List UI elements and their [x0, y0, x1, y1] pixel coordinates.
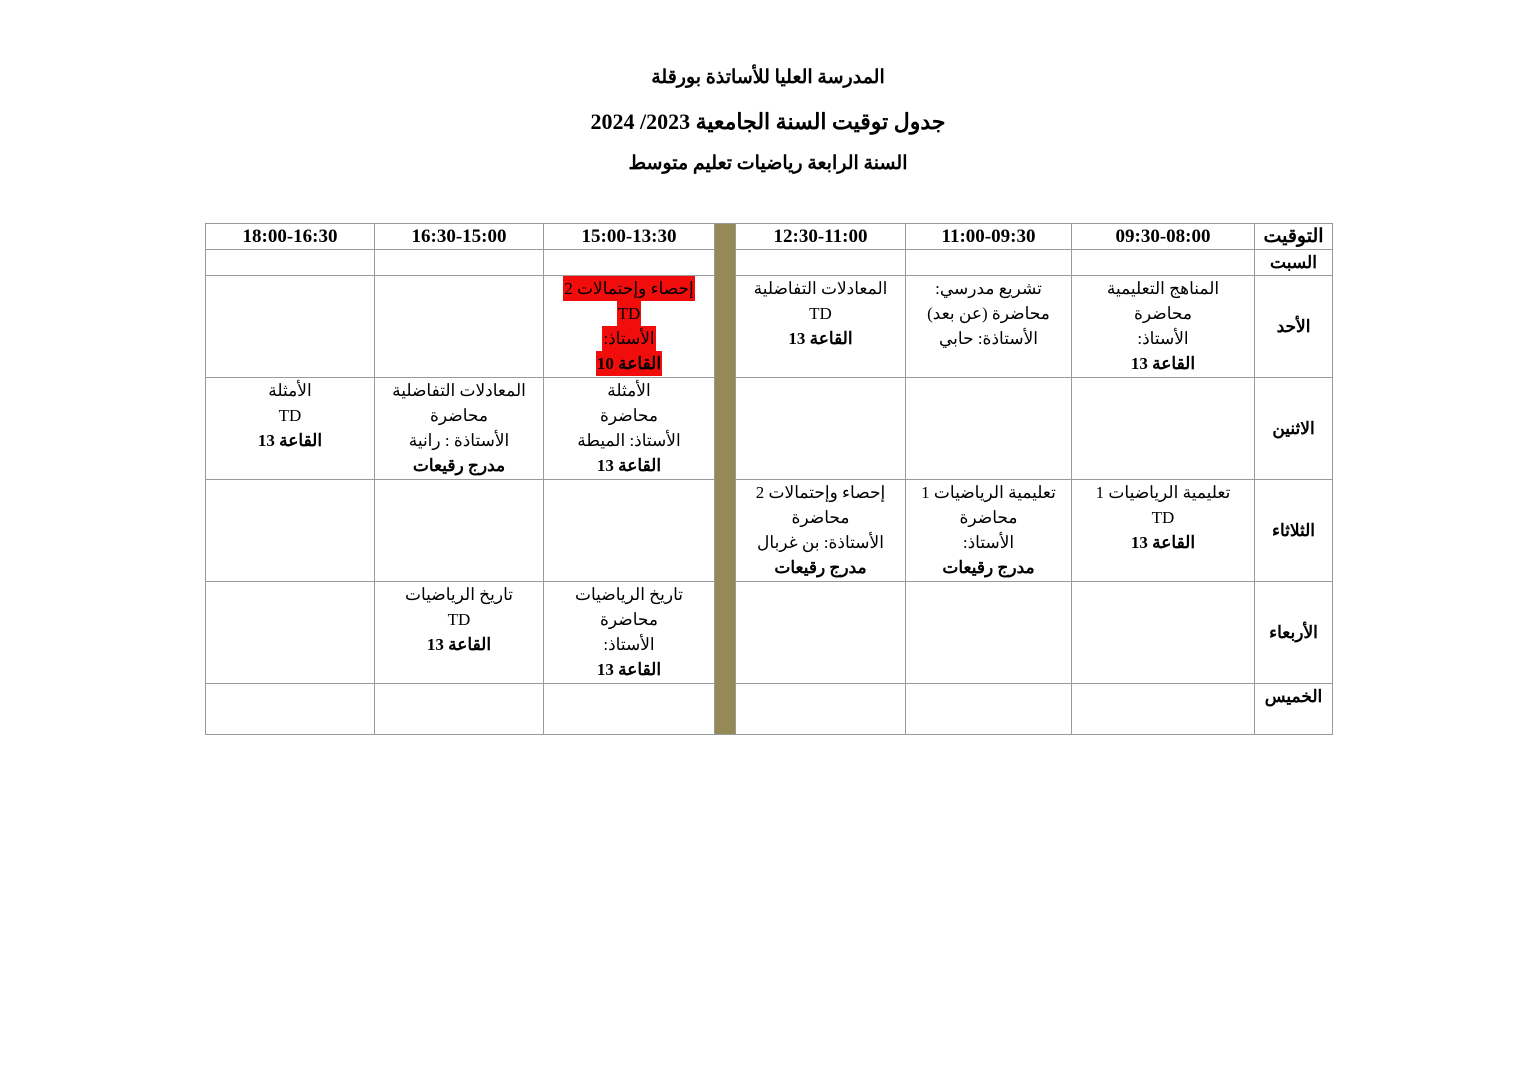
cell-empty: [1072, 684, 1255, 735]
cell-empty: [1072, 250, 1255, 276]
session-cell: [544, 378, 715, 480]
session-type: محاضرة: [600, 610, 658, 629]
cell-empty: [206, 250, 375, 276]
session-cell: [736, 276, 906, 378]
session-type: محاضرة: [600, 406, 658, 425]
corner-header: التوقيت: [1255, 224, 1333, 250]
room: القاعة 13: [788, 329, 853, 348]
day-thursday: الخميس: [1255, 684, 1333, 735]
cell-empty: [906, 250, 1072, 276]
session-type: TD: [809, 304, 832, 323]
course-name: المعادلات التفاضلية: [392, 381, 526, 400]
row-wednesday: [206, 582, 1333, 684]
teacher: الأستاذ: الميطة: [577, 431, 681, 450]
session-cell: [1072, 480, 1255, 582]
cell-empty: [906, 684, 1072, 735]
cell-empty: [375, 250, 544, 276]
cell-empty: [206, 582, 375, 684]
course-name: الأمثلة: [268, 381, 312, 400]
day-saturday: السبت: [1255, 250, 1333, 276]
row-sunday: [206, 276, 1333, 378]
row-tuesday: [206, 480, 1333, 582]
course-name: المناهج التعليمية: [1106, 279, 1220, 298]
cell-empty: [206, 276, 375, 378]
course-name: الأمثلة: [607, 381, 651, 400]
cell-empty: [906, 378, 1072, 480]
session-cell: [206, 378, 375, 480]
session-type: محاضرة: [1134, 304, 1192, 323]
room: القاعة 13: [596, 660, 662, 679]
cell-empty: [1072, 582, 1255, 684]
teacher: الأستاذة: بن غربال: [757, 533, 884, 552]
course-name: تاريخ الرياضيات: [574, 585, 684, 604]
day-tuesday: الثلاثاء: [1255, 480, 1333, 582]
session-cell: [375, 378, 544, 480]
break-separator: [715, 224, 736, 735]
session-type: محاضرة: [791, 508, 850, 527]
cell-empty: [736, 378, 906, 480]
cell-empty: [375, 480, 544, 582]
day-wednesday: الأربعاء: [1255, 582, 1333, 684]
header-row: [206, 224, 1333, 250]
room: القاعة 13: [596, 456, 662, 475]
time-slot-2: 11:00-09:30: [906, 224, 1072, 250]
session-cell: [1072, 276, 1255, 378]
row-saturday: [206, 250, 1333, 276]
cell-empty: [206, 684, 375, 735]
cell-empty: [1072, 378, 1255, 480]
course-name: المعادلات التفاضلية: [753, 279, 888, 298]
schedule-title: جدول توقيت السنة الجامعية 2023/ 2024: [590, 109, 946, 134]
teacher: الأستاذ:: [602, 326, 655, 351]
session-type: محاضرة (عن بعد): [927, 304, 1050, 323]
course-name: إحصاء وإحتمالات 2: [563, 276, 694, 301]
cell-empty: [736, 250, 906, 276]
cell-empty: [544, 684, 715, 735]
session-type: TD: [1151, 508, 1175, 527]
session-cell: [906, 276, 1072, 378]
teacher: الأستاذ:: [1137, 329, 1189, 348]
cell-empty: [736, 582, 906, 684]
session-type: محاضرة: [430, 406, 488, 425]
session-cell-highlighted: [544, 276, 715, 378]
cell-empty: [375, 684, 544, 735]
room: مدرج رقيعات: [412, 456, 506, 475]
cell-empty: [736, 684, 906, 735]
session-cell: [375, 582, 544, 684]
teacher: الأستاذ:: [603, 635, 655, 654]
room: القاعة 13: [1130, 533, 1196, 552]
row-thursday: [206, 684, 1333, 735]
cell-empty: [206, 480, 375, 582]
session-cell: [906, 480, 1072, 582]
cell-empty: [906, 582, 1072, 684]
cell-empty: [375, 276, 544, 378]
teacher: الأستاذة: حابي: [938, 329, 1038, 348]
room: القاعة 13: [1130, 354, 1196, 373]
time-slot-6: 18:00-16:30: [206, 224, 375, 250]
course-name: تعليمية الرياضيات 1: [921, 483, 1056, 502]
room: القاعة 13: [426, 635, 492, 654]
course-name: تعليمية الرياضيات 1: [1095, 483, 1231, 502]
room: القاعة 13: [257, 431, 323, 450]
row-monday: [206, 378, 1333, 480]
session-type: TD: [278, 406, 302, 425]
day-monday: الاثنين: [1255, 378, 1333, 480]
time-slot-3: 12:30-11:00: [736, 224, 906, 250]
cell-empty: [544, 480, 715, 582]
session-type: TD: [447, 610, 471, 629]
schedule-subtitle: السنة الرابعة رياضيات تعليم متوسط: [628, 153, 908, 174]
day-sunday: الأحد: [1255, 276, 1333, 378]
teacher: الأستاذ:: [962, 533, 1015, 552]
teacher: الأستاذة : رانية: [408, 431, 510, 450]
session-type: محاضرة: [959, 508, 1018, 527]
course-name: تاريخ الرياضيات: [404, 585, 514, 604]
session-cell: [736, 480, 906, 582]
session-cell: [544, 582, 715, 684]
time-slot-1: 09:30-08:00: [1072, 224, 1255, 250]
room: القاعة 10: [596, 351, 662, 376]
timetable: [205, 223, 1333, 735]
course-name: إحصاء وإحتمالات 2: [755, 483, 886, 502]
time-slot-4: 15:00-13:30: [544, 224, 715, 250]
cell-empty: [544, 250, 715, 276]
school-name: المدرسة العليا للأساتذة بورقلة: [651, 67, 885, 88]
time-slot-5: 16:30-15:00: [375, 224, 544, 250]
session-type: TD: [617, 301, 642, 326]
room: مدرج رقيعات: [774, 558, 867, 577]
course-name: تشريع مدرسي:: [935, 279, 1042, 298]
room: مدرج رقيعات: [942, 558, 1035, 577]
